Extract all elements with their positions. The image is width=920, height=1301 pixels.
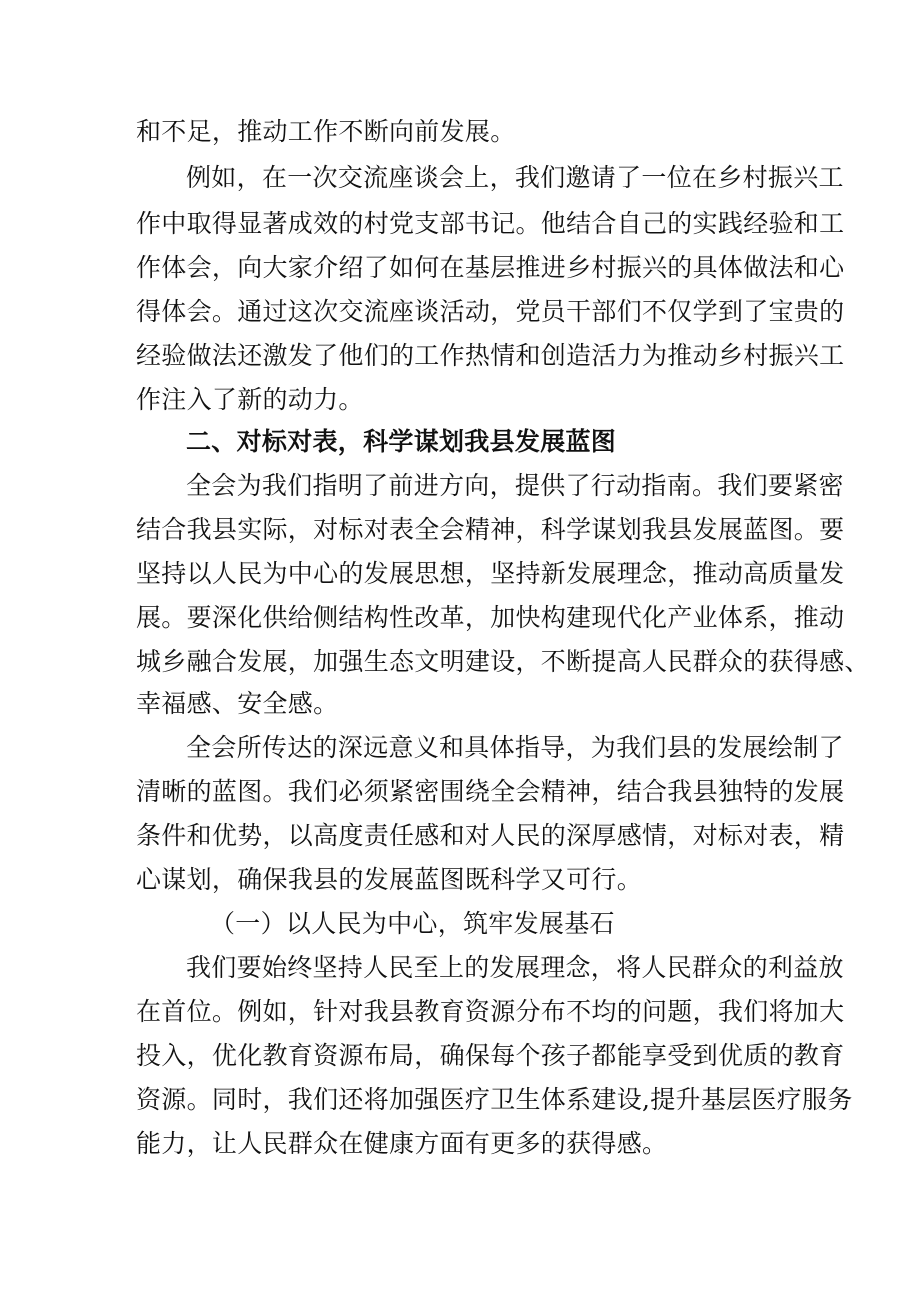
paragraph-line: 得体会。通过这次交流座谈活动，党员干部们不仅学到了宝贵的 [136,297,845,326]
paragraph-line: 作体会，向大家介绍了如何在基层推进乡村振兴的具体做法和心 [136,253,845,282]
paragraph-first-line: 全会为我们指明了前进方向，提供了行动指南。我们要紧密 [186,471,844,500]
paragraph-first-line: 全会所传达的深远意义和具体指导，为我们县的发展绘制了 [186,733,844,762]
section-heading: 二、对标对表，科学谋划我县发展蓝图 [186,427,617,456]
paragraph-first-line: 例如，在一次交流座谈会上，我们邀请了一位在乡村振兴工 [186,163,844,192]
paragraph-line: 结合我县实际，对标对表全会精神，科学谋划我县发展蓝图。要 [136,515,845,544]
subsection-heading: （一）以人民为中心，筑牢发展基石 [210,909,615,938]
paragraph-line: 心谋划，确保我县的发展蓝图既科学又可行。 [136,865,643,894]
paragraph-line: 坚持以人民为中心的发展思想，坚持新发展理念，推动高质量发 [136,559,845,588]
paragraph-line: 经验做法还激发了他们的工作热情和创造活力为推动乡村振兴工 [136,341,845,370]
paragraph-first-line: 我们要始终坚持人民至上的发展理念，将人民群众的利益放 [186,953,844,982]
paragraph-line: 清晰的蓝图。我们必须紧密围绕全会精神，结合我县独特的发展 [136,777,845,806]
paragraph-line: 作注入了新的动力。 [136,385,364,414]
paragraph-line: 资源。同时，我们还将加强医疗卫生体系建设,提升基层医疗服务 [136,1085,853,1114]
paragraph-line: 作中取得显著成效的村党支部书记。他结合自己的实践经验和工 [136,209,845,238]
paragraph-line: 幸福感、安全感。 [136,689,339,718]
paragraph-continuation-line: 和不足，推动工作不断向前发展。 [136,117,516,146]
paragraph-line: 投入，优化教育资源布局，确保每个孩子都能享受到优质的教育 [136,1041,845,1070]
paragraph-line: 在首位。例如，针对我县教育资源分布不均的问题，我们将加大 [136,997,845,1026]
paragraph-line: 条件和优势，以高度责任感和对人民的深厚感情，对标对表，精 [136,821,845,850]
paragraph-line: 城乡融合发展，加强生态文明建设，不断提高人民群众的获得感、 [136,647,870,676]
paragraph-line: 能力，让人民群众在健康方面有更多的获得感。 [136,1129,668,1158]
paragraph-line: 展。要深化供给侧结构性改革，加快构建现代化产业体系，推动 [136,603,845,632]
